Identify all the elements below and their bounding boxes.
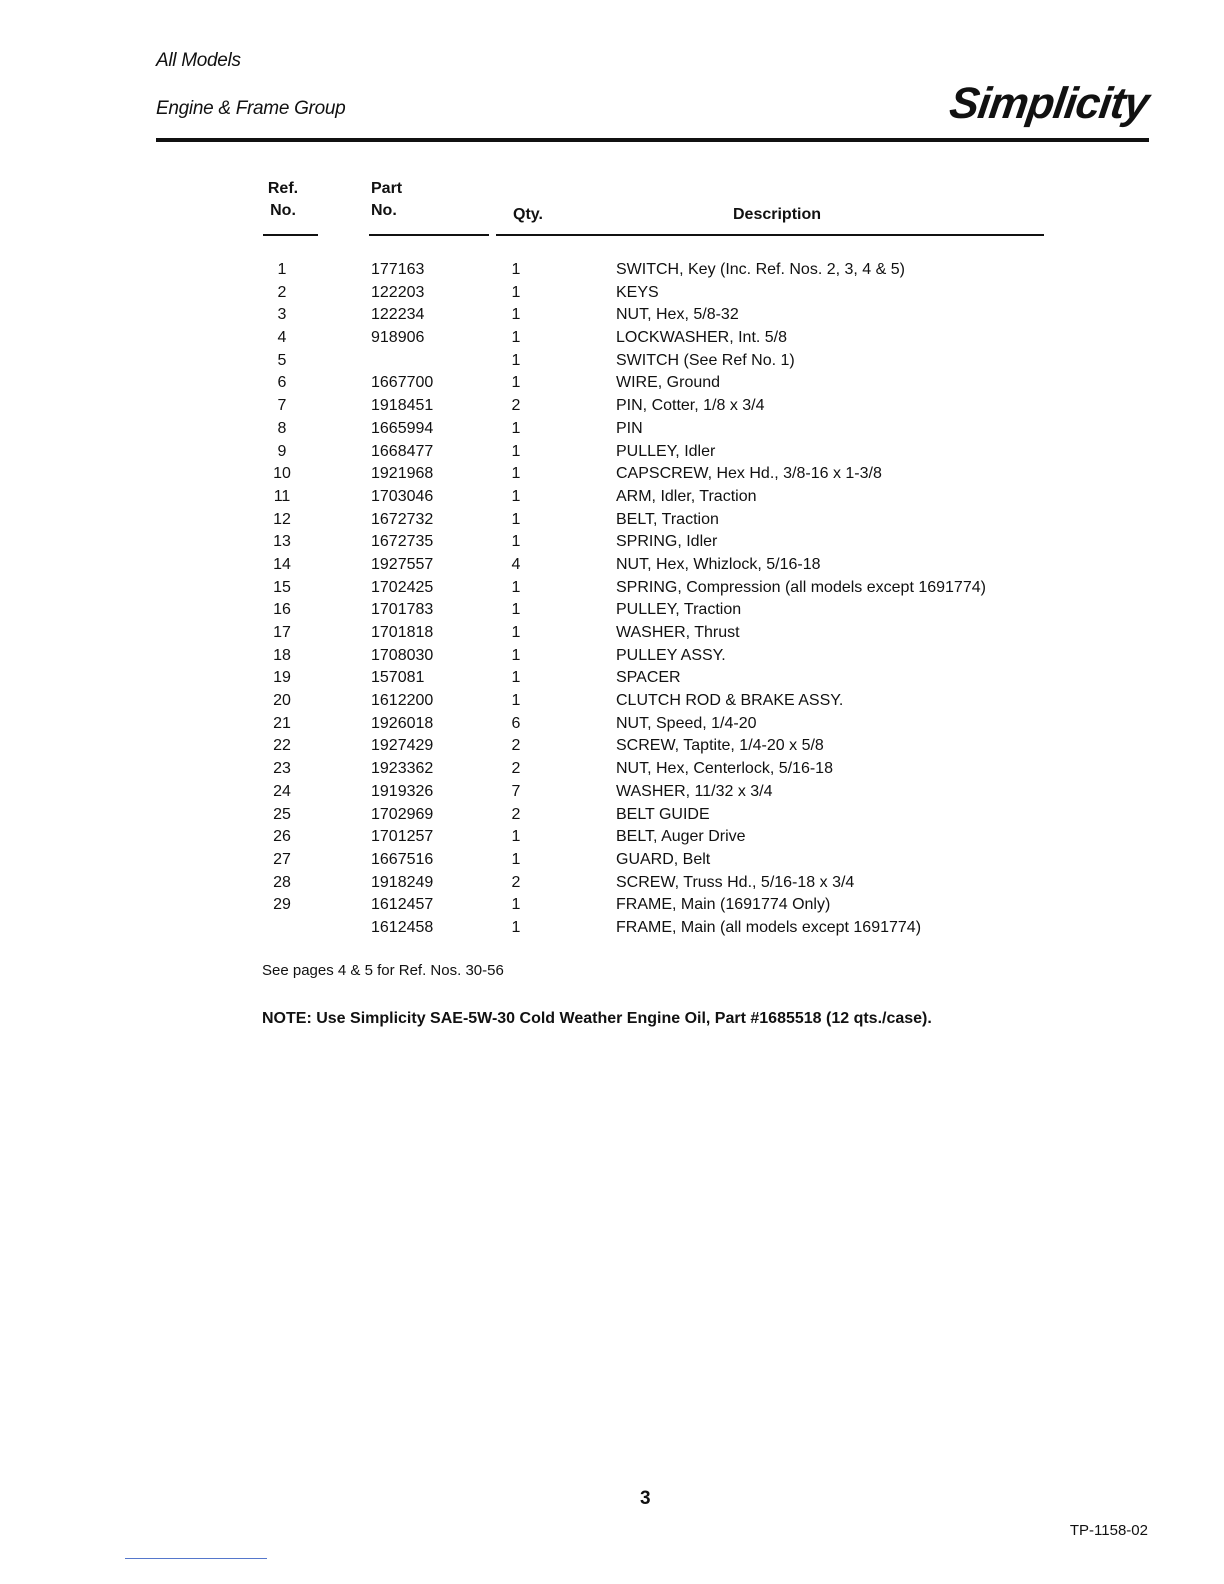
description-cell: SPRING, Compression (all models except 1691774) xyxy=(616,578,986,596)
document-code: TP-1158-02 xyxy=(1069,1522,1148,1539)
description-cell: SWITCH (See Ref No. 1) xyxy=(616,351,795,369)
qty-cell: 2 xyxy=(511,397,521,415)
table-row xyxy=(0,804,1224,827)
ref-no-cell: 15 xyxy=(273,578,291,596)
part-no-cell: 1672732 xyxy=(371,510,434,528)
column-header-ref-no: Ref. No. xyxy=(267,180,299,219)
qty-cell: 1 xyxy=(511,465,521,483)
ref-no-cell: 4 xyxy=(277,329,287,347)
ref-no-cell: 1 xyxy=(277,261,287,278)
part-no-cell: 122234 xyxy=(371,306,425,324)
description-cell: PIN xyxy=(616,419,643,437)
table-row xyxy=(0,282,1224,305)
part-no-cell: 1926018 xyxy=(371,714,434,732)
ref-no-cell: 11 xyxy=(273,487,291,505)
qty-cell: 1 xyxy=(511,261,521,278)
description-cell: SCREW, Taptite, 1/4-20 x 5/8 xyxy=(616,737,824,755)
table-row xyxy=(0,350,1224,373)
table-row xyxy=(0,531,1224,554)
qty-cell: 1 xyxy=(511,283,521,301)
qty-cell: 1 xyxy=(511,442,521,460)
qty-cell: 1 xyxy=(511,533,521,551)
description-cell: NUT, Hex, 5/8-32 xyxy=(616,306,739,324)
table-row xyxy=(0,713,1224,736)
qty-cell: 1 xyxy=(511,510,521,528)
ref-no-cell: 9 xyxy=(277,442,287,460)
column-rule-ref xyxy=(263,234,318,236)
part-no-cell: 177163 xyxy=(371,261,425,278)
qty-cell: 1 xyxy=(511,419,521,437)
description-cell: PULLEY, Idler xyxy=(616,442,716,460)
description-cell: FRAME, Main (all models except 1691774) xyxy=(616,918,922,936)
ref-no-cell: 5 xyxy=(277,351,287,369)
description-cell: LOCKWASHER, Int. 5/8 xyxy=(616,329,788,347)
table-row xyxy=(0,735,1224,758)
description-cell: KEYS xyxy=(616,283,659,301)
qty-cell: 1 xyxy=(511,329,521,347)
part-no-cell: 1921968 xyxy=(371,465,434,483)
part-no-cell: 1923362 xyxy=(371,760,434,778)
ref-no-cell: 22 xyxy=(273,737,291,755)
qty-cell: 4 xyxy=(511,555,521,573)
ref-no-cell: 17 xyxy=(273,624,291,641)
ref-no-cell: 8 xyxy=(277,419,287,437)
column-rule-description xyxy=(496,234,1044,236)
footer-link-line xyxy=(125,1558,267,1559)
qty-cell: 1 xyxy=(511,692,521,710)
ref-no-cell: 18 xyxy=(273,646,291,664)
ref-no-cell: 12 xyxy=(273,510,291,528)
description-cell: SCREW, Truss Hd., 5/16-18 x 3/4 xyxy=(616,873,855,891)
part-no-cell: 1703046 xyxy=(371,487,434,505)
part-no-cell: 1927429 xyxy=(371,737,434,755)
qty-cell: 1 xyxy=(511,850,521,868)
part-no-cell: 1927557 xyxy=(371,555,434,573)
see-pages-note: See pages 4 & 5 for Ref. Nos. 30-56 xyxy=(262,962,504,979)
part-no-cell: 1667700 xyxy=(371,374,434,392)
ref-no-cell: 16 xyxy=(273,601,291,619)
table-row xyxy=(0,577,1224,600)
qty-cell: 1 xyxy=(511,624,521,641)
description-cell: GUARD, Belt xyxy=(616,850,711,868)
table-row xyxy=(0,826,1224,849)
table-row xyxy=(0,372,1224,395)
qty-cell: 1 xyxy=(511,601,521,619)
part-no-cell: 918906 xyxy=(371,329,425,347)
qty-cell: 1 xyxy=(511,646,521,664)
description-cell: CAPSCREW, Hex Hd., 3/8-16 x 1-3/8 xyxy=(616,465,882,483)
description-cell: CLUTCH ROD & BRAKE ASSY. xyxy=(616,692,844,710)
ref-no-cell: 10 xyxy=(273,465,291,483)
table-row xyxy=(0,917,1224,940)
part-no-cell: 1708030 xyxy=(371,646,434,664)
description-cell: PIN, Cotter, 1/8 x 3/4 xyxy=(616,397,765,415)
page-number: 3 xyxy=(640,1488,651,1509)
table-row xyxy=(0,259,1224,282)
ref-no-cell: 23 xyxy=(273,760,291,778)
part-no-cell: 1918451 xyxy=(371,397,434,415)
part-no-cell: 1701783 xyxy=(371,601,434,619)
header-group-title: Engine & Frame Group xyxy=(156,98,346,119)
description-cell: BELT, Auger Drive xyxy=(616,828,746,846)
table-row xyxy=(0,441,1224,464)
description-cell: SWITCH, Key (Inc. Ref. Nos. 2, 3, 4 & 5) xyxy=(616,261,905,278)
part-no-cell: 1702969 xyxy=(371,805,434,823)
part-no-cell: 1667516 xyxy=(371,850,434,868)
qty-cell: 6 xyxy=(511,714,521,732)
table-row xyxy=(0,304,1224,327)
table-row xyxy=(0,327,1224,350)
qty-cell: 2 xyxy=(511,737,521,755)
qty-cell: 1 xyxy=(511,351,521,369)
ref-no-cell: 25 xyxy=(273,805,291,823)
table-row xyxy=(0,849,1224,872)
part-no-cell: 1612458 xyxy=(371,918,434,936)
description-cell: NUT, Hex, Centerlock, 5/16-18 xyxy=(616,760,833,778)
column-header-description: Description xyxy=(733,206,822,223)
table-row xyxy=(0,622,1224,645)
description-cell: SPACER xyxy=(616,669,681,687)
description-cell: BELT, Traction xyxy=(616,510,719,528)
table-row xyxy=(0,894,1224,917)
ref-no-cell: 13 xyxy=(273,533,291,551)
description-cell: PULLEY, Traction xyxy=(616,601,742,619)
table-row xyxy=(0,872,1224,895)
part-no-cell: 1672735 xyxy=(371,533,434,551)
qty-cell: 1 xyxy=(511,374,521,392)
table-row xyxy=(0,690,1224,713)
table-row xyxy=(0,758,1224,781)
ref-no-cell: 21 xyxy=(273,714,291,732)
ref-no-cell: 28 xyxy=(273,873,291,891)
qty-cell: 1 xyxy=(511,918,521,936)
part-no-cell: 1701257 xyxy=(371,828,434,846)
qty-cell: 1 xyxy=(511,828,521,846)
part-no-cell: 1919326 xyxy=(371,782,434,800)
part-no-cell: 1701818 xyxy=(371,624,434,641)
qty-cell: 1 xyxy=(511,487,521,505)
column-header-qty: Qty. xyxy=(513,206,543,223)
table-row xyxy=(0,395,1224,418)
description-cell: NUT, Speed, 1/4-20 xyxy=(616,714,757,732)
table-row xyxy=(0,781,1224,804)
qty-cell: 2 xyxy=(511,760,521,778)
description-cell: BELT GUIDE xyxy=(616,805,710,823)
qty-cell: 1 xyxy=(511,578,521,596)
description-cell: NUT, Hex, Whizlock, 5/16-18 xyxy=(616,555,821,573)
table-row xyxy=(0,667,1224,690)
description-cell: SPRING, Idler xyxy=(616,533,718,551)
table-row xyxy=(0,554,1224,577)
header-models: All Models xyxy=(156,50,241,71)
ref-no-cell: 20 xyxy=(273,692,291,710)
qty-cell: 2 xyxy=(511,805,521,823)
table-row xyxy=(0,599,1224,622)
qty-cell: 1 xyxy=(511,669,521,687)
column-rule-part xyxy=(369,234,489,236)
part-no-cell: 1702425 xyxy=(371,578,434,596)
ref-no-cell: 27 xyxy=(273,850,291,868)
description-cell: WASHER, 11/32 x 3/4 xyxy=(616,782,773,800)
table-row xyxy=(0,509,1224,532)
table-row xyxy=(0,486,1224,509)
part-no-cell: 1668477 xyxy=(371,442,434,460)
description-cell: ARM, Idler, Traction xyxy=(616,487,757,505)
ref-no-cell: 6 xyxy=(277,374,287,392)
ref-no-cell: 24 xyxy=(273,782,291,800)
qty-cell: 7 xyxy=(511,782,521,800)
description-cell: FRAME, Main (1691774 Only) xyxy=(616,896,831,914)
part-no-cell: 1665994 xyxy=(371,419,434,437)
description-cell: WASHER, Thrust xyxy=(616,624,740,641)
part-no-cell: 1918249 xyxy=(371,873,434,891)
qty-cell: 1 xyxy=(511,306,521,324)
part-no-cell: 1612200 xyxy=(371,692,434,710)
ref-no-cell: 26 xyxy=(273,828,291,846)
ref-no-cell: 3 xyxy=(277,306,287,324)
qty-cell: 1 xyxy=(511,896,521,914)
table-row xyxy=(0,418,1224,441)
table-row xyxy=(0,463,1224,486)
part-no-cell: 1612457 xyxy=(371,896,434,914)
ref-no-cell: 14 xyxy=(273,555,291,573)
part-no-cell: 157081 xyxy=(371,669,425,687)
table-row xyxy=(0,645,1224,668)
parts-table xyxy=(0,259,1224,940)
ref-no-cell: 7 xyxy=(277,397,287,415)
ref-no-cell: 29 xyxy=(273,896,291,914)
oil-note: NOTE: Use Simplicity SAE-5W-30 Cold Weather Engine Oil, Part #1685518 (12 qts./case). xyxy=(262,1010,932,1027)
description-cell: PULLEY ASSY. xyxy=(616,646,726,664)
header-divider xyxy=(156,138,1149,142)
ref-no-cell: 19 xyxy=(273,669,291,687)
description-cell: WIRE, Ground xyxy=(616,374,721,392)
ref-no-cell: 2 xyxy=(277,283,287,301)
qty-cell: 2 xyxy=(511,873,521,891)
column-header-part-no: Part No. xyxy=(371,180,403,219)
brand-logo: Simplicity xyxy=(946,79,1152,128)
part-no-cell: 122203 xyxy=(371,283,425,301)
